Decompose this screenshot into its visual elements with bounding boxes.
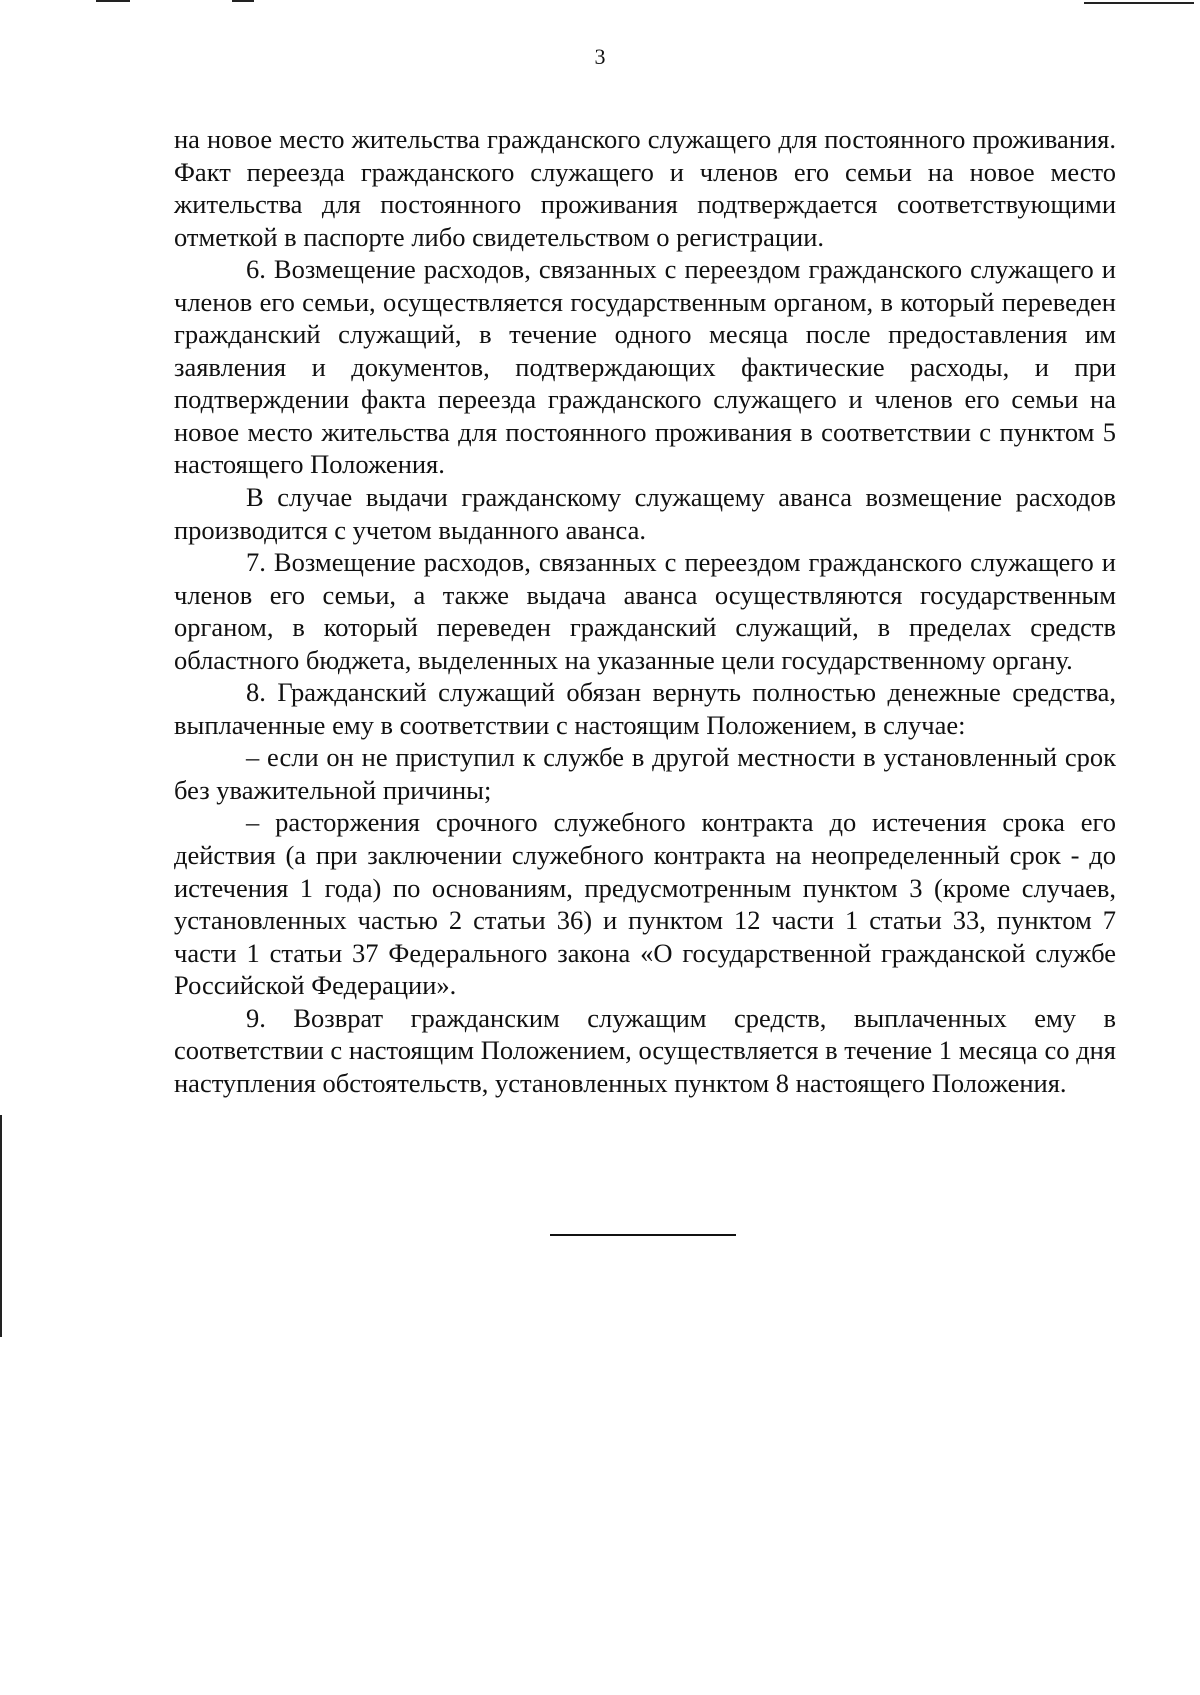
scan-artifact-edge — [0, 1115, 2, 1337]
scan-artifact-mark — [1084, 2, 1194, 4]
paragraph-6: 6. Возмещение расходов, связанных с переездом гражданского служащего и членов его семьи, осуществляется государственным органом, в который переведен гражданский служащий, в течение одного месяца после предоставления им заявления и документов, подтверждающих фактические расходы, и при подтверждении факта переезда гражданского служащего и членов его семьи на новое место жительства для постоянного проживания в соответствии с пунктом 5 настоящего Положения. — [174, 254, 1116, 480]
list-item-contract-termination: – расторжения срочного служебного контракта до истечения срока его действия (а при заключении служебного контракта на неопределенный срок - до истечения 1 года) по основаниям, предусмотренным пунктом 3 (кроме случаев, установленных частью 2 статьи 36) и пунктом 12 части 1 статьи 33, пунктом 7 части 1 статьи 37 Федерального закона «О государственной гражданской службе Российской Федерации». — [174, 807, 1116, 1001]
paragraph-advance: В случае выдачи гражданскому служащему аванса возмещение расходов производится с учетом выданного аванса. — [174, 482, 1116, 545]
paragraph-continuation: на новое место жительства гражданского служащего для постоянного проживания. Факт переезда гражданского служащего и членов его семьи на новое место жительства для постоянного проживания подтверждается соответствующими отметкой в паспорте либо свидетельством о регистрации. — [174, 124, 1116, 252]
scan-artifact-mark — [96, 0, 130, 2]
paragraph-9: 9. Возврат гражданским служащим средств, выплаченных ему в соответствии с настоящим Положением, осуществляется в течение 1 месяца со дня наступления обстоятельств, установленных пунктом 8 настоящего Положения. — [174, 1002, 1116, 1098]
paragraph-8: 8. Гражданский служащий обязан вернуть полностью денежные средства, выплаченные ему в соответствии с настоящим Положением, в случае: — [174, 677, 1116, 740]
paragraph-7: 7. Возмещение расходов, связанных с переездом гражданского служащего и членов его семьи, а также выдача аванса осуществляются государственным органом, в который переведен гражданский служащий, в пределах средств областного бюджета, выделенных на указанные цели государственному органу. — [174, 547, 1116, 675]
end-divider-line — [550, 1234, 736, 1236]
list-item-no-show: – если он не приступил к службе в другой местности в установленный срок без уважительной причины; — [174, 742, 1116, 805]
scan-artifact-mark — [232, 0, 254, 2]
page-number: 3 — [594, 44, 606, 69]
document-body — [174, 123, 1116, 1099]
